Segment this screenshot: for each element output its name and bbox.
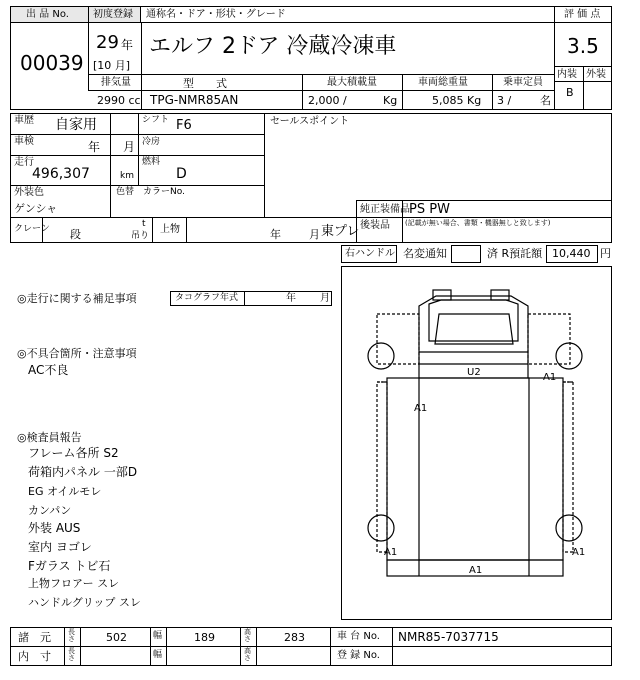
damage-mark-u2: U2 [467,367,481,378]
damage-mark-a1: A1 [572,547,586,558]
gross-weight-value: 5,085 Kg [432,94,482,107]
gross-weight-label: 車両総重量 [418,77,468,88]
damage-mark-a1: A1 [543,372,557,383]
inner-width-label: 幅 [153,650,163,660]
height-value: 283 [284,631,305,644]
crane-hang-label: 吊り [131,231,150,241]
tachograph-month: 月 [320,293,330,304]
history-label: 車歴 [14,115,34,126]
dims-label: 諸 元 [18,631,51,644]
score-label: 評 価 点 [564,9,601,20]
upper-value: 東プレ [321,224,360,239]
inspection-label: 車検 [14,136,34,147]
color-no-label: カラーNo. [143,187,185,197]
upper-month: 月 [309,228,320,241]
mileage-unit: km [120,171,134,181]
score-value: 3.5 [567,34,599,58]
inspector-line: ハンドルグリップ スレ [28,596,141,609]
max-load-unit: Kg [383,94,398,107]
exterior-label: 外装 [586,69,606,80]
tachograph-label: タコグラフ年式 [175,293,239,303]
inspector-label: ◎検査員報告 [17,431,82,444]
shift-label: シフト [142,115,170,125]
color-label: 外装色 [14,187,44,198]
length-value: 502 [106,631,127,644]
fuel-label: 燃料 [142,157,161,167]
retrofit-note: (記載が無い場合、書類・機器無しと致します) [405,219,551,227]
name-change-box [451,245,481,263]
model-value: TPG-NMR85AN [150,93,239,107]
first-reg-label: 初度登録 [93,9,133,20]
defect-line: AC不良 [28,363,69,377]
width-label: 幅 [153,631,163,641]
max-load-label: 最大積載量 [327,77,377,88]
inspection-month: 月 [123,140,136,154]
sales-point-label: セールスポイント [270,116,350,127]
inspector-line: EG オイルモレ [28,485,102,498]
crane-stage-label: 段 [70,228,81,241]
first-reg-month: [10 月] [93,59,131,72]
length-label: 長さ [68,628,75,644]
fuel-value: D [176,166,187,182]
inner-dims-label: 内 寸 [18,650,51,663]
inspector-line: カンパン [28,504,72,517]
width-value: 189 [194,631,215,644]
inspector-line: フレーム各所 S2 [28,446,119,460]
damage-mark-a1: A1 [469,565,483,576]
capacity-value: 3 / [497,94,512,107]
chassis-value: NMR85-7037715 [398,630,499,644]
mileage-label: 走行 [14,157,34,168]
history-value: 自家用 [55,117,97,133]
lot-label: 出 品 No. [26,9,69,20]
displacement-value: 2990 cc [97,94,141,107]
inner-length-label: 長さ [68,647,75,663]
crane-tons-label: t [142,219,146,229]
first-reg-year-unit: 年 [121,38,134,52]
equipment-value: PS PW [409,202,450,217]
model-label: 型 式 [183,77,227,90]
handle-flag: 右ハンドル [345,248,395,259]
max-load-value: 2,000 / [308,94,347,107]
equipment-label: 純正装備品 [360,204,410,215]
mileage-value: 496,307 [32,166,90,182]
upper-year: 年 [270,228,281,241]
inspector-line: 上物フロアー スレ [28,577,120,590]
height-label: 高さ [244,628,251,644]
crane-label: クレーン [14,224,50,234]
first-reg-year: 29 [96,32,119,53]
damage-mark-a1: A1 [414,403,428,414]
capacity-unit: 名 [540,94,551,107]
ac-label: 冷房 [142,137,161,147]
inspector-line: Fガラス トビ石 [28,559,111,573]
inspection-year: 年 [88,140,101,154]
vehicle-name: エルフ 2ドア 冷蔵冷凍車 [149,34,397,59]
shift-value: F6 [176,118,192,133]
chassis-label: 車 台 No. [337,631,380,642]
inspector-line: 外装 AUS [28,521,81,535]
inner-height-label: 高さ [244,647,251,663]
recycle-label: 済 R預託額 [487,247,543,260]
retrofit-label: 後装品 [360,220,390,231]
inspector-line: 室内 ヨゴレ [28,540,92,554]
defects-label: ◎不具合箇所・注意事項 [17,347,137,360]
damage-mark-a1: A1 [384,547,398,558]
upper-label: 上物 [160,224,180,235]
color-change-label: 色替 [116,187,135,197]
color-value: ゲンシャ [14,202,58,215]
interior-label: 内装 [557,69,577,80]
interior-value: B [566,86,574,99]
recycle-unit: 円 [600,247,611,260]
name-label: 通称名・ドア・形状・グレード [146,9,286,20]
displacement-label: 排気量 [101,77,131,88]
name-change-label: 名変通知 [403,247,447,260]
registration-label: 登 録 No. [337,650,380,661]
inspector-line: 荷箱内パネル 一部D [28,465,138,479]
tachograph-year: 年 [286,293,296,304]
driving-notes-label: ◎走行に関する補足事項 [17,292,137,305]
recycle-value: 10,440 [552,247,591,260]
lot-number: 00039 [20,51,84,75]
capacity-label: 乗車定員 [503,77,543,88]
